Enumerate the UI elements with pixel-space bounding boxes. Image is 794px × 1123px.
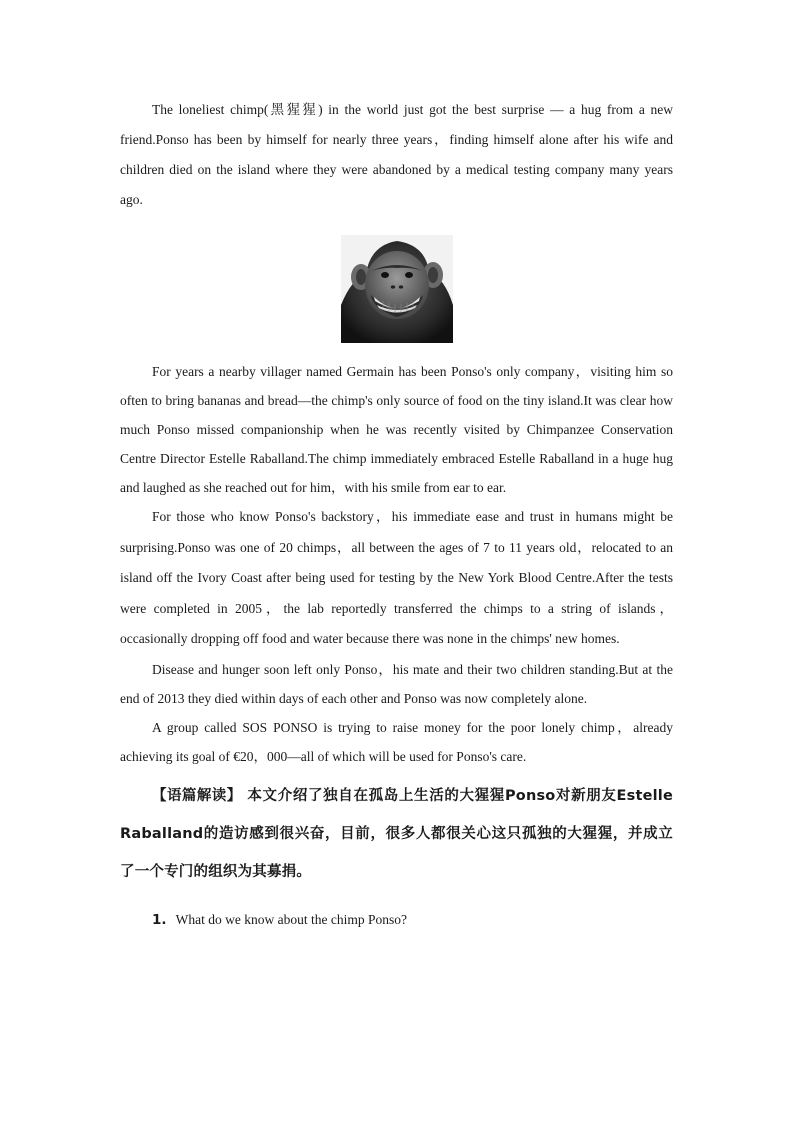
chimp-face-image [341,235,453,343]
question-number: 1. [152,911,167,928]
paragraph-3: For those who know Ponso's backstory，his immediate ease and trust in humans might be surprising.Ponso was one of 20 chimps，all between the ages of 7 to 11 years old，relocated to an island off the Ivory Coast after being used for testing by the New York Blood Centre.After the tests were completed in 2005，the lab reportedly transferred the chimps to a string of islands，occasionally dropping off food and water because there was none in the chimps' new homes. [120,509,673,646]
paragraph-1: The loneliest chimp(黑猩猩) in the world just got the best surprise — a hug from a new friend.Ponso has been by himself for nearly three years，finding himself alone after his wife and children died on the island where they were abandoned by a medical testing company many years ago. [120,102,673,207]
analysis-text: 本文介绍了独自在孤岛上生活的大猩猩Ponso对新朋友Estelle Raballand的造访感到很兴奋，目前，很多人都很关心这只孤独的大猩猩，并成立了一个专门的组织为其募捐。 [120,787,673,880]
paragraph-5: A group called SOS PONSO is trying to raise money for the poor lonely chimp，already achieving its goal of €20，000—all of which will be used for Ponso's care. [120,719,673,764]
question-text: What do we know about the chimp Ponso? [175,911,408,927]
discourse-analysis [120,777,673,891]
document-page [120,95,673,935]
chimp-photo [341,235,453,343]
question-1 [120,905,673,935]
analysis-tag: 【语篇解读】 [152,787,242,804]
paragraph-2: For years a nearby villager named Germain has been Ponso's only company，visiting him so often to bring bananas and bread—the chimp's only source of food on the tiny island.It was clear how much Ponso missed companionship when he was recently visited by Chimpanzee Conservation Centre Director Estelle Raballand.The chimp immediately embraced Estelle Raballand in a huge hug and laughed as she reached out for him，with his smile from ear to ear. [120,364,673,495]
paragraph-4: Disease and hunger soon left only Ponso，his mate and their two children standing.But at the end of 2013 they died within days of each other and Ponso was now completely alone. [120,661,673,706]
